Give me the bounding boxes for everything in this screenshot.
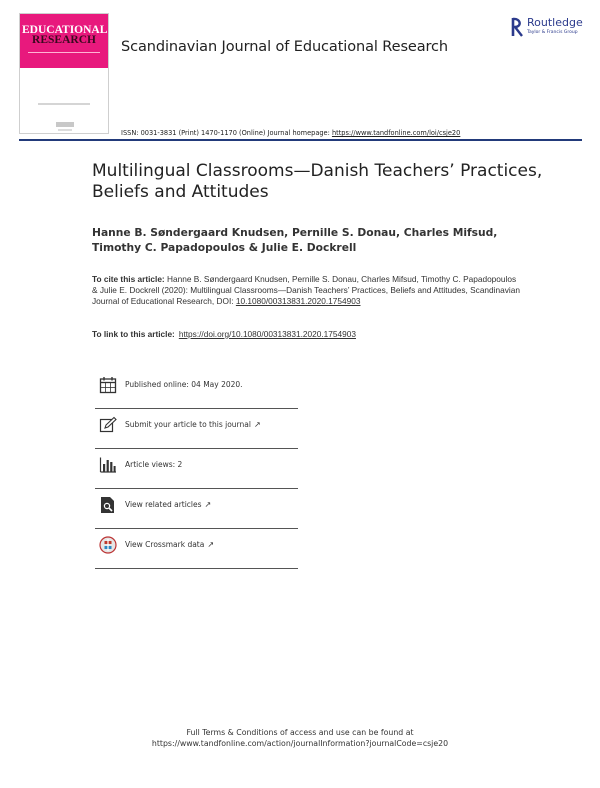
cover-band: [20, 14, 108, 68]
cover-text-line: [38, 103, 90, 105]
published-online-row: [95, 369, 298, 409]
cover-publisher-sub: [58, 129, 72, 131]
calendar-icon: [99, 376, 117, 394]
crossmark-link[interactable]: View Crossmark data: [125, 540, 205, 549]
submit-pencil-icon: [99, 416, 117, 434]
external-link-icon: ↗: [207, 540, 215, 549]
article-views-text: Article views: 2: [125, 460, 183, 469]
cover-title: EDUCATIONAL RESEARCH: [22, 24, 108, 46]
crossmark-icon: [99, 536, 117, 554]
citation-text: Hanne B. Søndergaard Knudsen, Pernille S. Donau, Charles Mifsud, Timothy C. Papadopoulos & Julie E. Dockrell (2020): Multilingual Classrooms—Danish Teachers’ Practices, Beliefs and Attitudes, Scandinavian Journal of Educational Research, DOI:: [92, 274, 520, 306]
footer-terms-link[interactable]: https://www.tandfonline.com/action/journalInformation?journalCode=csje20: [151, 739, 449, 748]
journal-homepage-link[interactable]: https://www.tandfonline.com/loi/csje20: [331, 129, 461, 137]
header-rule: [19, 139, 582, 141]
document-search-icon: [99, 496, 117, 514]
cover-publisher-logo: [56, 122, 74, 127]
publisher-tagline: Taylor & Francis Group: [527, 30, 578, 35]
published-online-text: Published online: 04 May 2020.: [125, 380, 243, 389]
publisher-name: Routledge: [527, 16, 583, 29]
article-views-row: [95, 449, 298, 489]
footer: [0, 727, 600, 749]
cover-rule: [28, 52, 100, 59]
journal-name: Scandinavian Journal of Educational Research: [121, 39, 449, 55]
citation: [92, 274, 522, 307]
bar-chart-icon: [99, 456, 117, 474]
article-authors: Hanne B. Søndergaard Knudsen, Pernille S. Donau, Charles Mifsud, Timothy C. Papadopoulos & Julie E. Dockrell: [92, 226, 498, 254]
external-link-icon: ↗: [253, 420, 261, 429]
citation-label: To cite this article:: [92, 274, 165, 284]
routledge-logo-icon: [511, 16, 525, 38]
citation-doi-link[interactable]: 10.1080/00313831.2020.1754903: [235, 296, 361, 306]
article-link: [92, 329, 356, 339]
submit-article-link[interactable]: Submit your article to this journal: [125, 420, 251, 429]
crossmark-row[interactable]: [95, 529, 298, 569]
footer-terms-text: Full Terms & Conditions of access and use can be found at: [186, 728, 414, 737]
issn-line: ISSN: 0031-3831 (Print) 1470-1170 (Online) Journal homepage: https://www.tandfonline.com/loi/csje20: [121, 129, 461, 137]
related-articles-link[interactable]: View related articles: [125, 500, 202, 509]
related-articles-row[interactable]: [95, 489, 298, 529]
external-link-icon: ↗: [204, 500, 212, 509]
article-title: Multilingual Classrooms—Danish Teachers’ Practices, Beliefs and Attitudes: [92, 161, 543, 202]
journal-cover: [19, 13, 109, 134]
link-label: To link to this article:: [92, 329, 175, 339]
doi-url-link[interactable]: https://doi.org/10.1080/00313831.2020.1754903: [178, 329, 356, 339]
submit-article-row[interactable]: [95, 409, 298, 449]
